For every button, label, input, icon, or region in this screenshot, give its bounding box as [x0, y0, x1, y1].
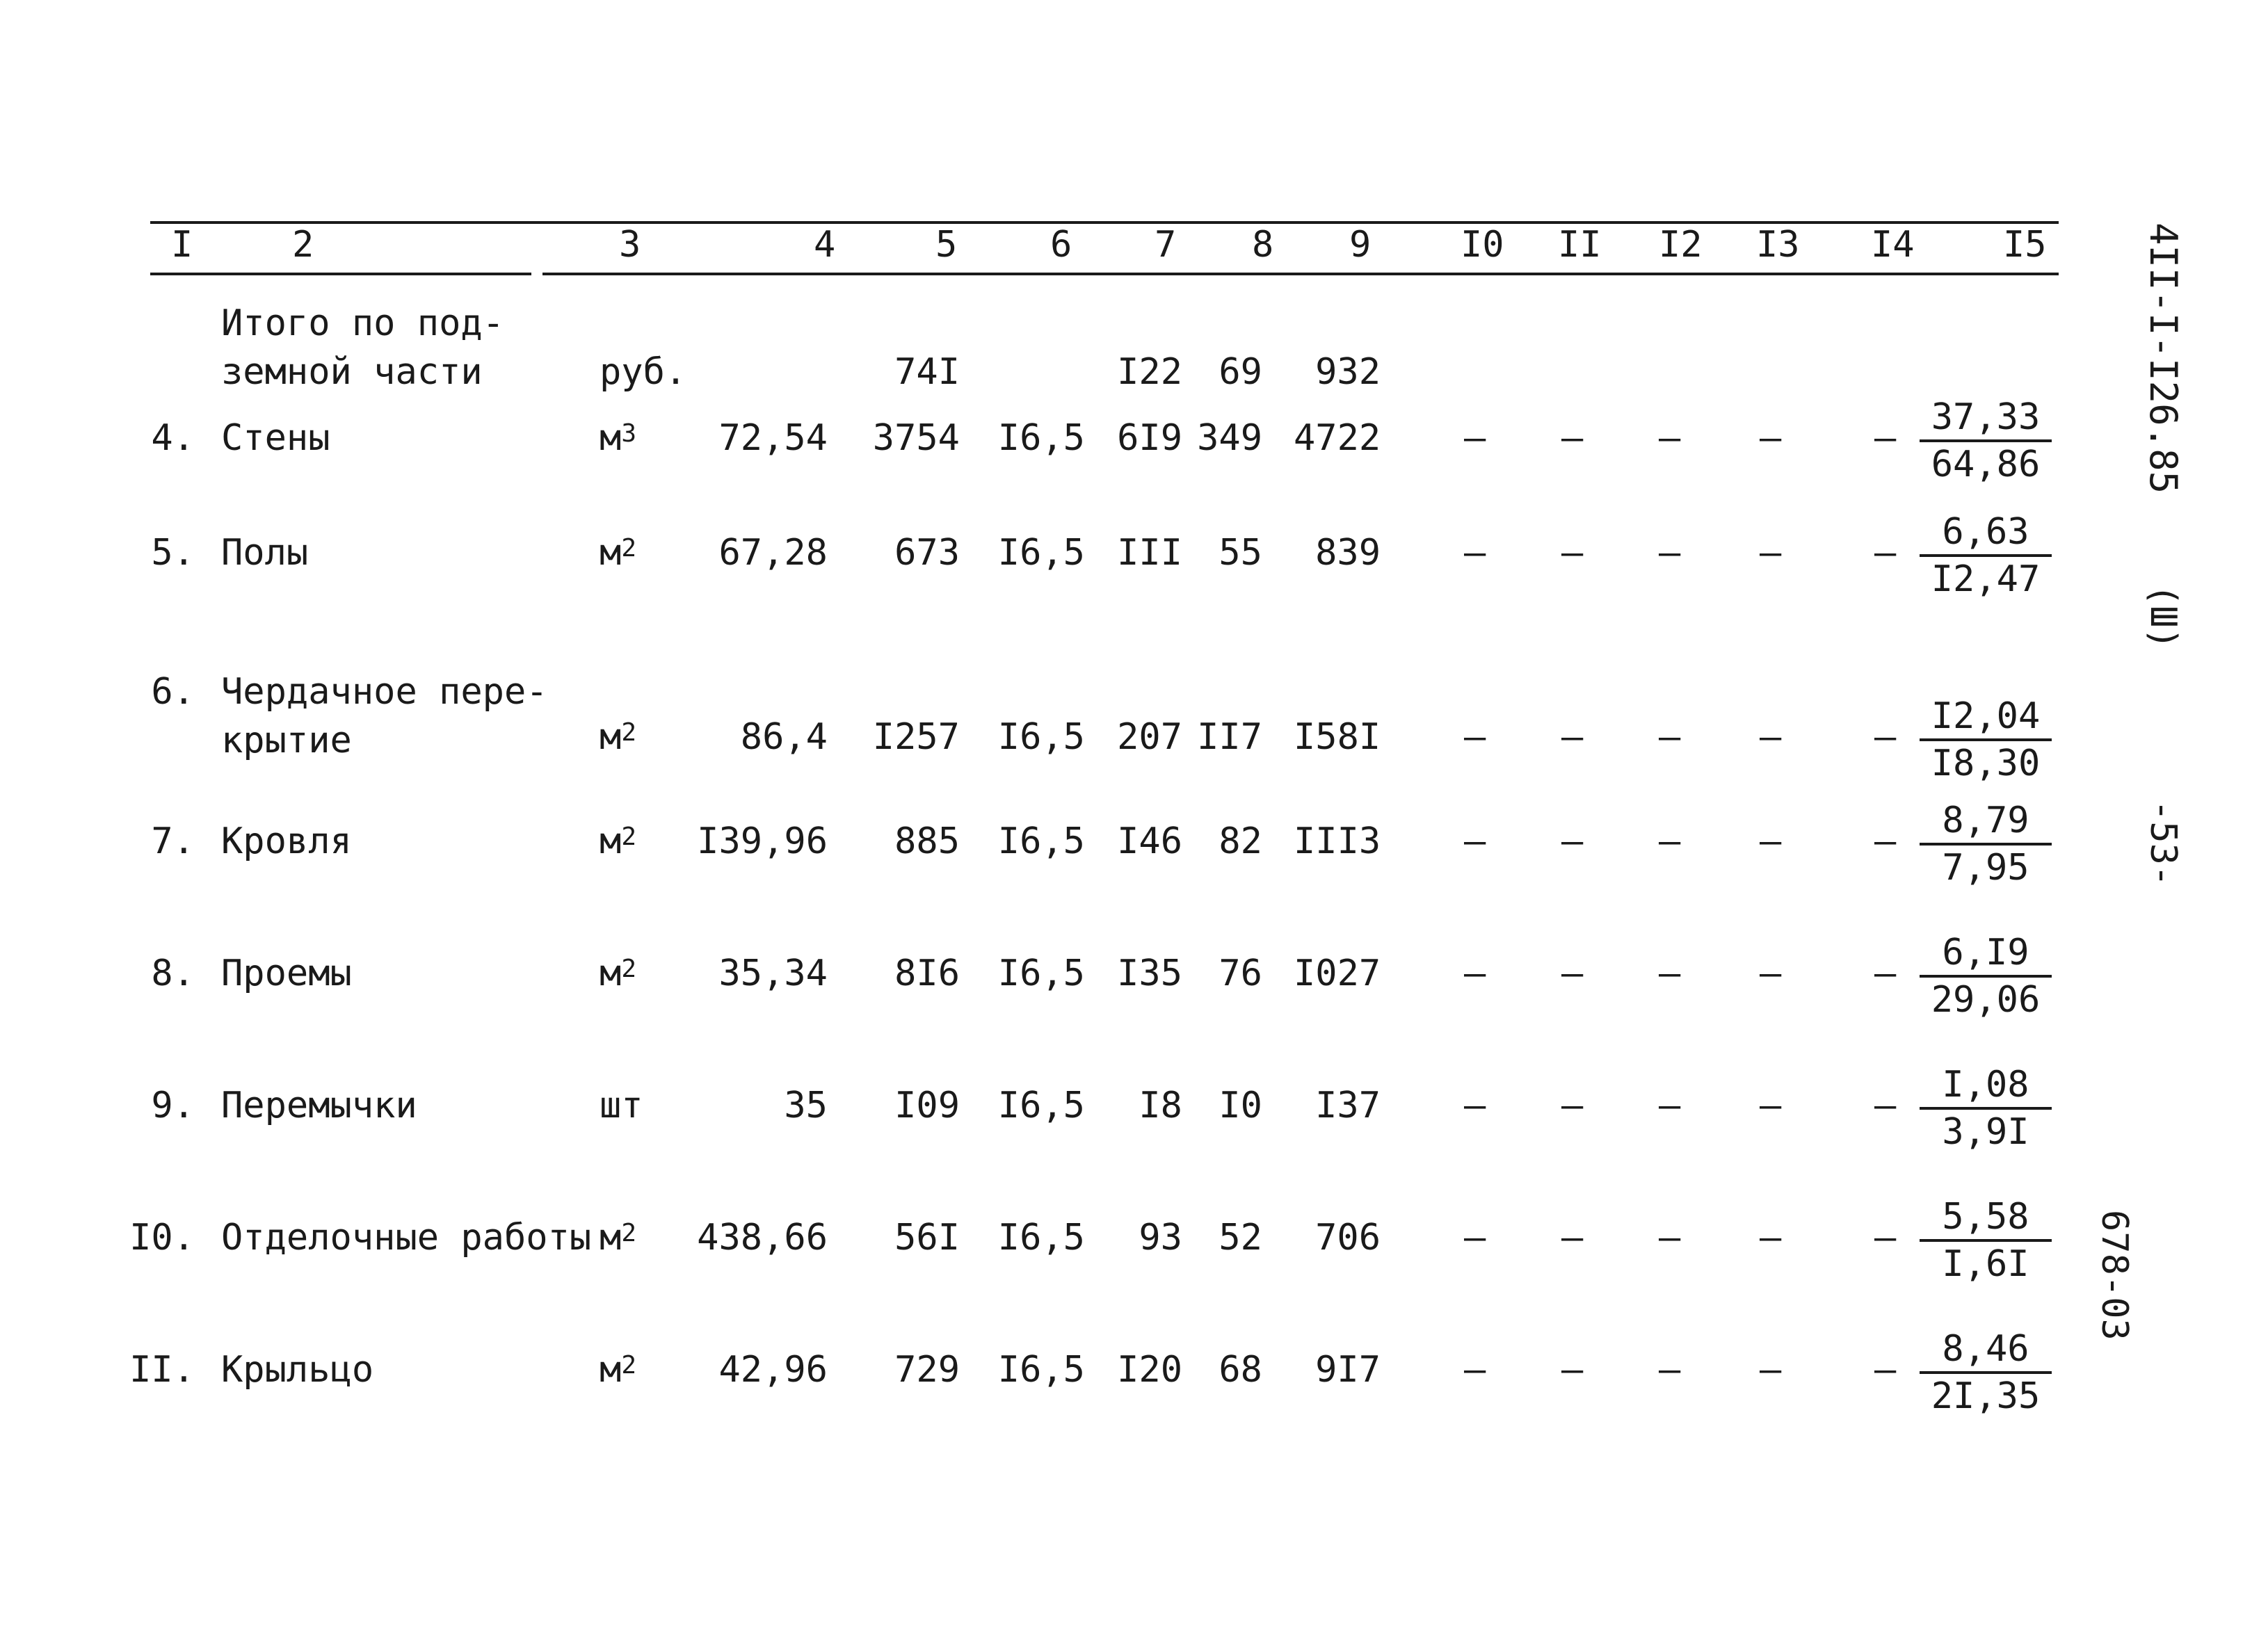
row-number: I0. — [129, 1217, 195, 1259]
row-c4: 35 — [784, 1085, 828, 1126]
row-number: 6. — [151, 671, 195, 713]
header-col-15: I5 — [2003, 224, 2047, 266]
row-unit-base: м — [600, 1349, 622, 1391]
row-c10-dash: – — [1464, 820, 1486, 862]
row-unit-exponent: 2 — [621, 823, 636, 851]
row-unit — [600, 532, 636, 574]
row-number: 5. — [151, 532, 195, 574]
row-c7: I8 — [1139, 1085, 1182, 1126]
row-unit-base: м — [600, 716, 622, 758]
row-c13-dash: – — [1760, 1217, 1782, 1259]
row-c7: III — [1117, 532, 1182, 574]
row-c15-fraction — [1920, 396, 2052, 485]
row-c5: 3754 — [872, 417, 960, 459]
row-c6: I6,5 — [997, 820, 1085, 862]
row-c8: 76 — [1219, 953, 1262, 994]
row-c10-dash: – — [1464, 1349, 1486, 1391]
album-number: (Ш) — [2142, 584, 2184, 649]
row-unit — [600, 417, 636, 459]
row-c9: I37 — [1315, 1085, 1381, 1126]
row-c7: 93 — [1139, 1217, 1182, 1259]
header-bottom-rule-right — [542, 273, 2059, 275]
row-c14-dash: – — [1874, 417, 1897, 459]
row-name: Отделочные работы — [221, 1217, 592, 1259]
fraction-denominator: 3,9I — [1942, 1111, 2029, 1153]
fraction-numerator: 37,33 — [1920, 396, 2052, 442]
row-unit — [600, 716, 636, 758]
row-c13-dash: – — [1760, 953, 1782, 994]
header-col-2: 2 — [292, 224, 314, 266]
header-col-6: 6 — [1050, 224, 1072, 266]
row-c5: 885 — [894, 820, 960, 862]
row-name: Проемы — [221, 953, 352, 994]
row-c11-dash: – — [1561, 953, 1584, 994]
row-c7: 6I9 — [1117, 417, 1182, 459]
fraction-numerator: I,08 — [1920, 1064, 2052, 1110]
header-col-3: 3 — [619, 224, 641, 266]
row-c12-dash: – — [1659, 716, 1681, 758]
row-c5: I257 — [872, 716, 960, 758]
row-c15-fraction — [1920, 511, 2052, 600]
row-c10-dash: – — [1464, 532, 1486, 574]
row-c4: 35,34 — [718, 953, 828, 994]
row-c5: I09 — [894, 1085, 960, 1126]
header-col-4: 4 — [814, 224, 836, 266]
row-c14-dash: – — [1874, 820, 1897, 862]
row-unit-base: м — [600, 1217, 622, 1259]
row-c7: I20 — [1117, 1349, 1182, 1391]
fraction-numerator: 5,58 — [1920, 1196, 2052, 1242]
row-c6: I6,5 — [997, 1085, 1085, 1126]
subtotal-col8: 69 — [1219, 351, 1262, 393]
row-c15-fraction — [1920, 1328, 2052, 1417]
row-c10-dash: – — [1464, 1217, 1486, 1259]
row-c14-dash: – — [1874, 716, 1897, 758]
row-c11-dash: – — [1561, 820, 1584, 862]
row-c6: I6,5 — [997, 953, 1085, 994]
row-c4: 438,66 — [697, 1217, 828, 1259]
row-name: Кровля — [221, 820, 352, 862]
row-unit — [600, 820, 636, 862]
row-c9: 9I7 — [1315, 1349, 1381, 1391]
row-c12-dash: – — [1659, 1349, 1681, 1391]
row-c8: 349 — [1197, 417, 1262, 459]
row-name: Чердачное пере- — [221, 671, 548, 713]
fraction-numerator: 6,63 — [1920, 511, 2052, 557]
subtotal-name-line2: земной части — [221, 351, 483, 393]
row-c13-dash: – — [1760, 1349, 1782, 1391]
row-unit-exponent: 2 — [621, 955, 636, 983]
row-c5: 56I — [894, 1217, 960, 1259]
row-name: Полы — [221, 532, 309, 574]
row-c13-dash: – — [1760, 532, 1782, 574]
row-c14-dash: – — [1874, 953, 1897, 994]
row-unit-exponent: 2 — [621, 534, 636, 563]
row-number: 7. — [151, 820, 195, 862]
row-c11-dash: – — [1561, 716, 1584, 758]
header-col-12: I2 — [1659, 224, 1703, 266]
row-c6: I6,5 — [997, 532, 1085, 574]
row-c8: I0 — [1219, 1085, 1262, 1126]
row-c14-dash: – — [1874, 1349, 1897, 1391]
row-name: Стены — [221, 417, 330, 459]
row-c15-fraction — [1920, 1064, 2052, 1153]
row-c12-dash: – — [1659, 1085, 1681, 1126]
header-col-7: 7 — [1155, 224, 1177, 266]
row-number: 9. — [151, 1085, 195, 1126]
document-code: 4II-I-I26.85 — [2141, 223, 2185, 494]
row-c11-dash: – — [1561, 1217, 1584, 1259]
row-number: II. — [129, 1349, 195, 1391]
row-c7: I46 — [1117, 820, 1182, 862]
row-c15-fraction — [1920, 1196, 2052, 1285]
subtotal-col9: 932 — [1315, 351, 1381, 393]
row-unit — [600, 1217, 636, 1259]
row-unit — [600, 953, 636, 994]
row-c13-dash: – — [1760, 820, 1782, 862]
row-c4: 86,4 — [740, 716, 828, 758]
row-unit-base: м — [600, 953, 622, 994]
row-c6: I6,5 — [997, 1217, 1085, 1259]
fraction-denominator: 29,06 — [1931, 979, 2041, 1021]
fraction-numerator: 6,I9 — [1920, 932, 2052, 978]
row-c9: 4722 — [1294, 417, 1381, 459]
row-c6: I6,5 — [997, 716, 1085, 758]
row-c4: 72,54 — [718, 417, 828, 459]
fraction-denominator: 7,95 — [1942, 847, 2029, 889]
row-unit — [600, 1349, 636, 1391]
row-c15-fraction — [1920, 932, 2052, 1021]
subtotal-unit: руб. — [600, 351, 687, 393]
row-c13-dash: – — [1760, 1085, 1782, 1126]
row-c9: III3 — [1294, 820, 1381, 862]
row-c14-dash: – — [1874, 1085, 1897, 1126]
row-c7: I35 — [1117, 953, 1182, 994]
row-unit-exponent: 3 — [621, 419, 636, 448]
row-c12-dash: – — [1659, 820, 1681, 862]
row-c13-dash: – — [1760, 716, 1782, 758]
row-unit-exponent: 2 — [621, 718, 636, 747]
row-c8: 68 — [1219, 1349, 1262, 1391]
row-c8: 55 — [1219, 532, 1262, 574]
header-col-13: I3 — [1756, 224, 1800, 266]
stamp-number: 678-03 — [2093, 1210, 2135, 1341]
row-c9: I027 — [1294, 953, 1381, 994]
row-c4: 42,96 — [718, 1349, 828, 1391]
row-number: 4. — [151, 417, 195, 459]
row-name: крытие — [221, 720, 352, 761]
header-col-1: I — [171, 224, 193, 266]
fraction-numerator: I2,04 — [1920, 695, 2052, 741]
subtotal-name-line1: Итого по под- — [221, 302, 504, 344]
row-c5: 8I6 — [894, 953, 960, 994]
fraction-denominator: I8,30 — [1931, 743, 2041, 784]
row-unit — [600, 1085, 643, 1126]
header-bottom-rule-left — [150, 273, 531, 275]
header-col-9: 9 — [1349, 224, 1372, 266]
row-c12-dash: – — [1659, 532, 1681, 574]
fraction-denominator: 64,86 — [1931, 444, 2041, 485]
row-c8: II7 — [1197, 716, 1262, 758]
row-c13-dash: – — [1760, 417, 1782, 459]
header-col-8: 8 — [1252, 224, 1274, 266]
row-name: Перемычки — [221, 1085, 417, 1126]
row-unit-base: м — [600, 820, 622, 862]
row-c15-fraction — [1920, 800, 2052, 889]
fraction-denominator: I2,47 — [1931, 558, 2041, 600]
row-c10-dash: – — [1464, 1085, 1486, 1126]
header-col-14: I4 — [1871, 224, 1915, 266]
row-c10-dash: – — [1464, 953, 1486, 994]
row-c8: 82 — [1219, 820, 1262, 862]
row-unit-base: м — [600, 532, 622, 574]
row-c15-fraction — [1920, 695, 2052, 784]
row-c4: I39,96 — [697, 820, 828, 862]
row-c14-dash: – — [1874, 1217, 1897, 1259]
header-col-11: II — [1558, 224, 1602, 266]
fraction-numerator: 8,46 — [1920, 1328, 2052, 1374]
fraction-denominator: 2I,35 — [1931, 1375, 2041, 1417]
row-unit-base: шт — [600, 1085, 643, 1126]
row-c9: 839 — [1315, 532, 1381, 574]
subtotal-col5: 74I — [894, 351, 960, 393]
row-name: Крыльцо — [221, 1349, 374, 1391]
row-c6: I6,5 — [997, 1349, 1085, 1391]
row-c11-dash: – — [1561, 417, 1584, 459]
subtotal-col7: I22 — [1117, 351, 1182, 393]
row-unit-exponent: 2 — [621, 1351, 636, 1380]
row-c7: 207 — [1117, 716, 1182, 758]
row-number: 8. — [151, 953, 195, 994]
row-c5: 729 — [894, 1349, 960, 1391]
page-number: -53- — [2142, 800, 2184, 887]
row-c12-dash: – — [1659, 953, 1681, 994]
row-c10-dash: – — [1464, 716, 1486, 758]
row-c5: 673 — [894, 532, 960, 574]
row-c4: 67,28 — [718, 532, 828, 574]
row-c11-dash: – — [1561, 1085, 1584, 1126]
row-unit-exponent: 2 — [621, 1219, 636, 1247]
header-col-10: I0 — [1461, 224, 1504, 266]
row-c11-dash: – — [1561, 1349, 1584, 1391]
row-c9: 706 — [1315, 1217, 1381, 1259]
row-c12-dash: – — [1659, 1217, 1681, 1259]
row-c11-dash: – — [1561, 532, 1584, 574]
row-c10-dash: – — [1464, 417, 1486, 459]
row-c8: 52 — [1219, 1217, 1262, 1259]
row-c9: I58I — [1294, 716, 1381, 758]
row-c12-dash: – — [1659, 417, 1681, 459]
row-c6: I6,5 — [997, 417, 1085, 459]
row-c14-dash: – — [1874, 532, 1897, 574]
fraction-numerator: 8,79 — [1920, 800, 2052, 846]
fraction-denominator: I,6I — [1942, 1243, 2029, 1285]
row-unit-base: м — [600, 417, 622, 459]
header-col-5: 5 — [935, 224, 958, 266]
